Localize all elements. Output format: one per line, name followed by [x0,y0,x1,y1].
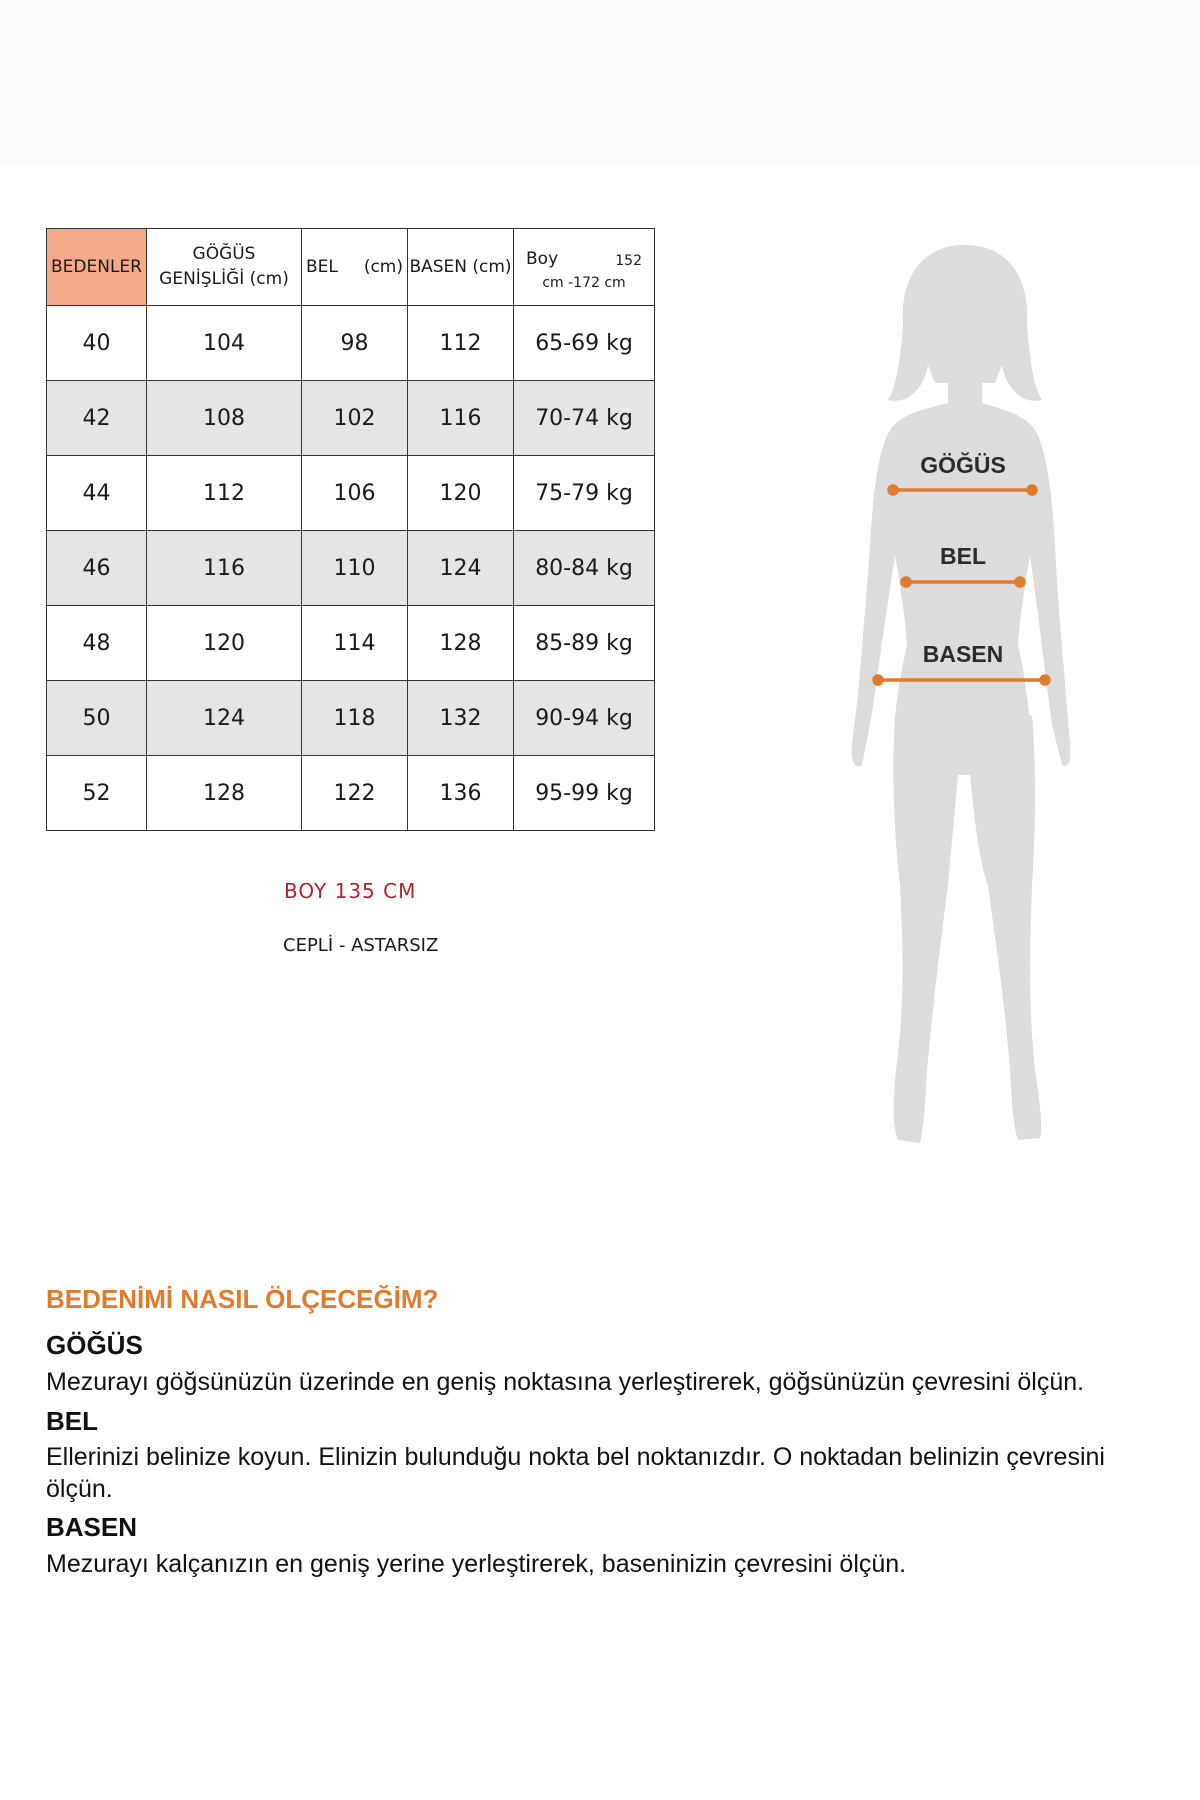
cell-weight: 80-84 kg [514,531,655,606]
header-waist [302,229,408,306]
header-chest-line1: GÖĞÜS [192,244,256,265]
cell-weight: 90-94 kg [514,681,655,756]
chest-heading: GÖĞÜS [46,1330,143,1360]
cell-weight: 95-99 kg [514,756,655,831]
cell-chest: 108 [147,381,302,456]
table-row [47,606,655,681]
figure-label-hip: BASEN [922,641,1004,667]
cell-waist: 106 [302,456,408,531]
header-height-top: 152 [615,253,642,269]
header-hip: BASEN (cm) [408,229,514,306]
header-chest [147,229,302,306]
cell-size: 46 [47,531,147,606]
table-header-row [47,229,655,306]
waist-heading: BEL [46,1406,98,1436]
hip-instructions: Mezurayı kalçanızın en geniş yerine yerleştirerek, baseninizin çevresini ölçün. [46,1550,907,1578]
cell-hip: 116 [408,381,514,456]
cell-weight: 65-69 kg [514,306,655,381]
table-row [47,681,655,756]
cell-waist: 122 [302,756,408,831]
cell-chest: 112 [147,456,302,531]
figure-label-chest: GÖĞÜS [920,452,1006,478]
table-row [47,456,655,531]
figure-label-waist: BEL [940,543,986,569]
cell-hip: 124 [408,531,514,606]
table-row [47,306,655,381]
cell-size: 50 [47,681,147,756]
cell-hip: 132 [408,681,514,756]
hip-heading: BASEN [46,1512,138,1542]
size-chart-table [46,228,655,831]
chest-instructions: Mezurayı göğsünüzün üzerinde en geniş noktasına yerleştirerek, göğsünüzün çevresini ölçün. [46,1368,1085,1396]
cell-size: 52 [47,756,147,831]
table-row [47,531,655,606]
lining-note: CEPLİ - ASTARSIZ [283,935,439,956]
cell-hip: 120 [408,456,514,531]
cell-size: 48 [47,606,147,681]
cell-size: 44 [47,456,147,531]
cell-hip: 128 [408,606,514,681]
cell-hip: 136 [408,756,514,831]
cell-waist: 98 [302,306,408,381]
header-chest-line2: GENİŞLİĞİ (cm) [159,269,289,289]
header-sizes: BEDENLER [47,229,147,306]
header-waist-label: BEL [306,256,338,277]
length-note: BOY 135 CM [284,879,417,903]
top-band [0,0,1200,165]
cell-chest: 128 [147,756,302,831]
cell-weight: 85-89 kg [514,606,655,681]
waist-instructions: Ellerinizi belinize koyun. Elinizin bulunduğu nokta bel noktanızdır. O noktadan belinizin çevresini ölçün. [46,1443,1105,1503]
cell-size: 40 [47,306,147,381]
cell-chest: 124 [147,681,302,756]
cell-waist: 110 [302,531,408,606]
cell-waist: 102 [302,381,408,456]
cell-hip: 112 [408,306,514,381]
table-row [47,756,655,831]
cell-chest: 120 [147,606,302,681]
cell-chest: 104 [147,306,302,381]
cell-chest: 116 [147,531,302,606]
howto-title: BEDENİMİ NASIL ÖLÇECEĞİM? [46,1284,439,1314]
cell-weight: 70-74 kg [514,381,655,456]
cell-weight: 75-79 kg [514,456,655,531]
header-height [514,229,655,306]
cell-waist: 118 [302,681,408,756]
header-height-label: Boy [526,249,559,269]
body-silhouette [800,225,1100,1185]
cell-size: 42 [47,381,147,456]
cell-waist: 114 [302,606,408,681]
table-row [47,381,655,456]
header-waist-unit: (cm) [363,256,403,277]
header-height-range: cm -172 cm [542,275,626,291]
